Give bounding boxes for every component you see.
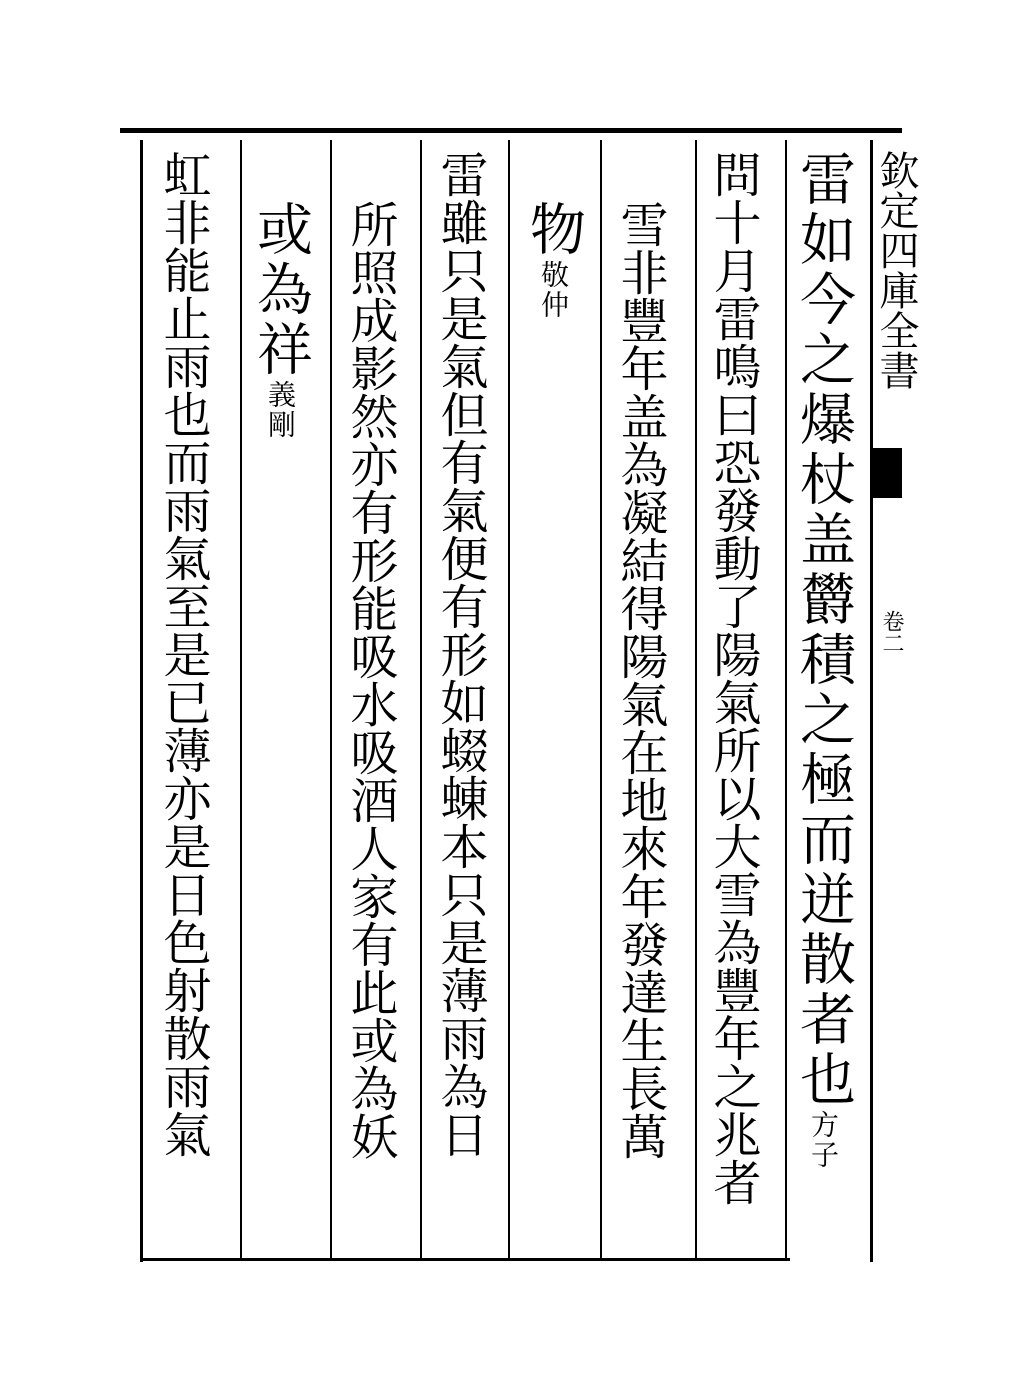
text-column-1 [791, 150, 856, 1170]
fishtail-mark [872, 448, 902, 498]
left-border [140, 140, 143, 1262]
text-column-3 [612, 200, 668, 1160]
column-rule [420, 140, 422, 1260]
text-column-8 [155, 150, 211, 1158]
column-note: 敬仲 [537, 260, 570, 320]
column-rule [240, 140, 242, 1260]
text-column-5 [432, 150, 488, 1158]
text-column-6 [342, 200, 398, 1160]
column-main-text: 問十月雷鳴曰恐發動了陽氣所以大雪為豐年之兆者 [705, 150, 761, 1206]
column-rule [600, 140, 602, 1260]
column-main-text: 雷雖只是氣但有氣便有形如蝃蝀本只是薄雨為日 [432, 150, 488, 1158]
column-main-text: 所照成影然亦有形能吸水吸酒人家有此或為妖 [342, 200, 398, 1160]
column-main-text: 或為祥 [248, 200, 313, 380]
text-column-7 [248, 200, 313, 440]
column-rule [695, 140, 697, 1260]
column-rule [785, 140, 787, 1260]
book-title: 欽定四庫全書 [873, 150, 919, 390]
column-note: 義剛 [264, 380, 297, 440]
column-main-text: 雪非豐年盖為凝結得陽氣在地來年發達生長萬 [612, 200, 668, 1160]
volume-label: 卷二 [879, 610, 904, 654]
text-column-2 [705, 150, 761, 1206]
column-main-text: 虹非能止雨也而雨氣至是已薄亦是日色射散雨氣 [155, 150, 211, 1158]
column-main-text: 物 [521, 200, 586, 260]
bottom-border [140, 1258, 790, 1261]
column-rule [330, 140, 332, 1260]
column-main-text: 雷如今之爆杖盖欝積之極而迸散者也 [791, 150, 856, 1110]
column-rule [508, 140, 510, 1260]
text-column-4 [521, 200, 586, 320]
top-border [120, 128, 902, 133]
column-note: 方子 [807, 1110, 840, 1170]
